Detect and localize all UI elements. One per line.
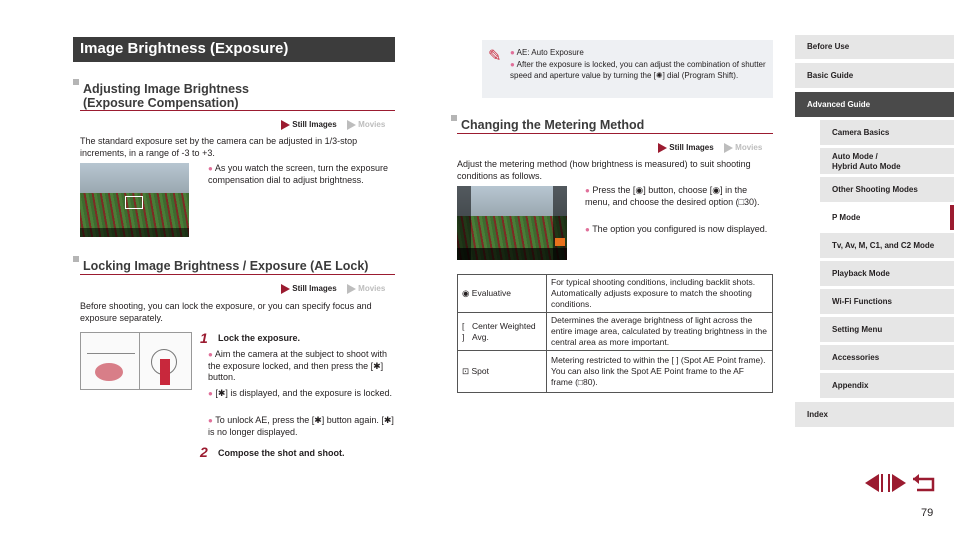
section-title-exposure-compensation <box>83 82 249 110</box>
movies-arrow-icon <box>724 143 733 153</box>
page-title: Image Brightness (Exposure) <box>80 40 289 57</box>
sidebar-item-appendix[interactable]: Appendix <box>820 373 954 398</box>
bullet-text: As you watch the screen, turn the exposure compensation dial to adjust brightness. <box>208 163 388 185</box>
sidebar-item-playback-mode[interactable]: Playback Mode <box>820 261 954 286</box>
spot-icon: ⊡ <box>462 366 470 376</box>
note-text: AE: Auto Exposure <box>516 48 584 57</box>
sidebar-item-auto-mode[interactable] <box>820 148 954 174</box>
still-images-arrow-icon <box>281 284 290 294</box>
camera-button-illustration <box>80 332 192 390</box>
still-images-label: Still Images <box>292 284 337 294</box>
section-intro: Adjust the metering method (how brightness is measured) to suit shooting conditions as follows. <box>457 159 751 181</box>
page-number: 79 <box>921 507 934 519</box>
center-weighted-icon: [ ] <box>462 320 465 342</box>
bullet-item <box>208 163 388 186</box>
bullet-item <box>208 415 396 438</box>
sidebar-item-camera-basics[interactable]: Camera Basics <box>820 120 954 145</box>
bullet-text: Aim the camera at the subject to shoot with the exposure locked, and then press the [✱] button. <box>208 349 387 382</box>
bullet-icon: ● <box>208 416 213 425</box>
note-bullet <box>510 47 768 58</box>
sidebar-item-accessories[interactable]: Accessories <box>820 345 954 370</box>
metering-table <box>457 274 773 393</box>
mode-indicator <box>281 120 385 130</box>
sidebar-item-before-use[interactable]: Before Use <box>795 35 954 59</box>
metering-mode-cell <box>458 313 547 351</box>
title-rule <box>73 61 395 62</box>
movies-label: Movies <box>358 120 386 130</box>
movies-arrow-icon <box>347 284 356 294</box>
sidebar-item-wifi-functions[interactable]: Wi-Fi Functions <box>820 289 954 314</box>
sidebar-item-basic-guide[interactable]: Basic Guide <box>795 63 954 88</box>
pencil-icon: ✎ <box>488 48 502 65</box>
still-images-label: Still Images <box>292 120 337 130</box>
metering-desc-cell: Metering restricted to within the [ ] (Spot AE Point frame). You can also link the Spot AE Point frame to the AF frame (□80). <box>547 351 773 393</box>
metering-mode-name: Center Weighted Avg. <box>472 320 536 342</box>
camera-screen-image <box>80 163 189 237</box>
bullet-item <box>585 224 773 236</box>
sidebar-item-index[interactable]: Index <box>795 402 954 427</box>
bullet-item <box>208 388 396 400</box>
bullet-icon: ● <box>208 389 213 398</box>
metering-desc-cell: For typical shooting conditions, including backlit shots. Automatically adjusts exposure to match the shooting conditions. <box>547 275 773 313</box>
still-images-label: Still Images <box>669 143 714 153</box>
return-icon[interactable] <box>913 474 933 490</box>
section-intro: The standard exposure set by the camera can be adjusted in 1/3-stop increments, in a range of -3 to +3. <box>80 136 358 158</box>
metering-mode-cell <box>458 275 547 313</box>
table-row <box>458 351 773 393</box>
note-bullet <box>510 59 768 81</box>
bullet-text: To unlock AE, press the [✱] button again. [✱] is no longer displayed. <box>208 415 394 437</box>
bullet-icon: ● <box>510 48 515 57</box>
bullet-text: The option you configured is now displayed. <box>592 224 768 234</box>
bullet-text: Press the [◉] button, choose [◉] in the menu, and choose the desired option (□30). <box>585 185 760 207</box>
metering-mode-name: Spot <box>471 366 489 376</box>
section-intro: Before shooting, you can lock the exposure, or you can specify focus and exposure separately. <box>80 301 372 323</box>
section-marker <box>451 115 457 121</box>
sidebar-item-other-shooting-modes[interactable]: Other Shooting Modes <box>820 177 954 202</box>
movies-label: Movies <box>358 284 386 294</box>
section-title-ae-lock: Locking Image Brightness / Exposure (AE Lock) <box>83 259 369 273</box>
metering-mode-cell <box>458 351 547 393</box>
bullet-item <box>585 185 773 208</box>
section-rule <box>457 133 773 134</box>
step-number-1: 1 <box>200 330 208 346</box>
bullet-text: [✱] is displayed, and the exposure is locked. <box>215 388 392 398</box>
step-number-2: 2 <box>200 444 208 460</box>
note-text: After the exposure is locked, you can adjust the combination of shutter speed and aperture value by turning the [✺] dial (Program Shift). <box>510 60 766 80</box>
bullet-icon: ● <box>585 186 590 195</box>
sidebar-item-label: Auto Mode / <box>832 152 878 161</box>
evaluative-icon: ◉ <box>462 288 470 298</box>
metering-desc-cell: Determines the average brightness of light across the entire image area, calculated by treating brightness in the central area as more important. <box>547 313 773 351</box>
bullet-icon: ● <box>208 164 213 173</box>
note-box <box>482 40 773 98</box>
page-title-bar <box>73 37 395 61</box>
table-row <box>458 275 773 313</box>
section-title-line1: Adjusting Image Brightness <box>83 82 249 96</box>
step-title-2: Compose the shot and shoot. <box>218 448 345 458</box>
sidebar-item-p-mode[interactable]: P Mode <box>820 205 954 230</box>
bullet-item <box>208 349 396 384</box>
section-title-line2: (Exposure Compensation) <box>83 96 239 110</box>
section-marker <box>73 256 79 262</box>
movies-label: Movies <box>735 143 763 153</box>
section-marker <box>73 79 79 85</box>
sidebar-item-label: Hybrid Auto Mode <box>832 162 901 171</box>
step-title-1: Lock the exposure. <box>218 333 301 343</box>
previous-page-icon[interactable] <box>861 473 883 493</box>
section-rule <box>80 274 395 275</box>
metering-mode-name: Evaluative <box>471 288 512 298</box>
next-page-icon[interactable] <box>889 474 906 492</box>
mode-indicator <box>658 143 762 153</box>
still-images-arrow-icon <box>658 143 667 153</box>
sidebar-item-tv-av-m-mode[interactable]: Tv, Av, M, C1, and C2 Mode <box>820 233 954 258</box>
bullet-icon: ● <box>510 60 515 69</box>
camera-menu-screen-image <box>457 186 567 260</box>
mode-indicator <box>281 284 385 294</box>
table-row <box>458 313 773 351</box>
page-navigation <box>861 472 939 494</box>
bullet-icon: ● <box>585 225 590 234</box>
section-rule <box>80 110 395 111</box>
sidebar-item-setting-menu[interactable]: Setting Menu <box>820 317 954 342</box>
bullet-icon: ● <box>208 350 213 359</box>
section-title-metering: Changing the Metering Method <box>461 118 645 132</box>
sidebar-item-advanced-guide[interactable]: Advanced Guide <box>795 92 954 117</box>
still-images-arrow-icon <box>281 120 290 130</box>
movies-arrow-icon <box>347 120 356 130</box>
